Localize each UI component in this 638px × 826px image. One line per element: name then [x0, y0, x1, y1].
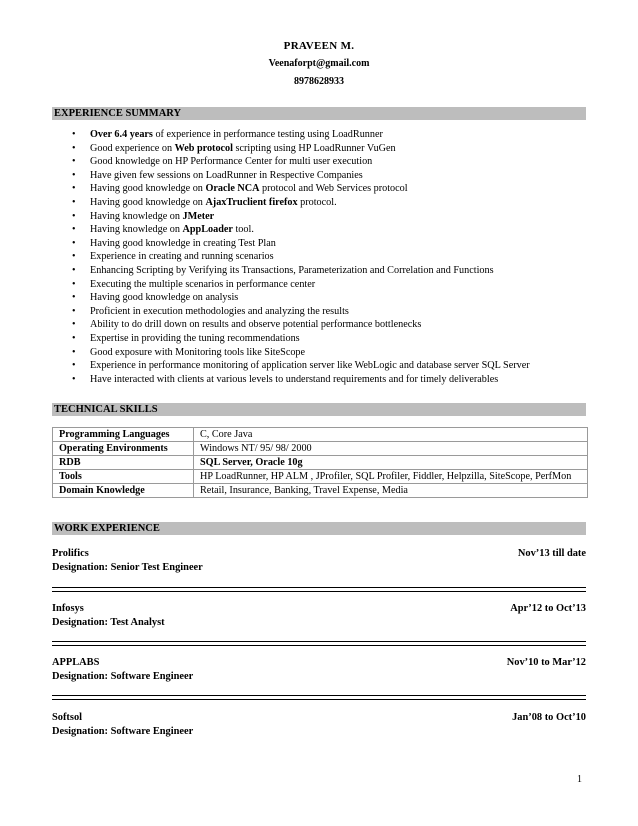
summary-item: • Good exposure with Monitoring tools like SiteScope	[52, 346, 592, 360]
job-period: Jan’08 to Oct’10	[512, 712, 586, 723]
summary-item: • Have given few sessions on LoadRunner in Respective Companies	[52, 169, 592, 183]
summary-item: • Having knowledge on AppLoader tool.	[52, 223, 592, 237]
summary-item: • Good experience on Web protocol scripting using HP LoadRunner VuGen	[52, 142, 592, 156]
skill-value: C, Core Java	[194, 428, 588, 442]
job-divider	[52, 587, 586, 592]
summary-item: • Have interacted with clients at various levels to understand requirements and for timely deliverables	[52, 373, 592, 387]
section-work-experience	[52, 522, 586, 535]
skill-key: Programming Languages	[53, 428, 194, 442]
skill-value: Retail, Insurance, Banking, Travel Expense, Media	[194, 484, 588, 498]
skill-key: RDB	[53, 456, 194, 470]
table-row	[53, 470, 588, 484]
skill-key: Domain Knowledge	[53, 484, 194, 498]
table-row	[53, 456, 588, 470]
job-designation: Designation: Software Engineer	[52, 671, 194, 682]
section-title: TECHNICAL SKILLS	[54, 404, 158, 415]
job-period: Nov’13 till date	[517, 548, 586, 559]
job-company: APPLABS	[52, 657, 100, 668]
job-designation: Designation: Test Analyst	[52, 617, 165, 628]
job-divider	[52, 695, 586, 700]
job-entry	[52, 711, 586, 739]
summary-item: • Having good knowledge on analysis	[52, 291, 592, 305]
job-period: Apr’12 to Oct’13	[510, 603, 586, 614]
summary-item: • Expertise in providing the tuning recommendations	[52, 332, 592, 346]
table-row	[53, 442, 588, 456]
section-technical-skills	[52, 403, 586, 416]
job-entry	[52, 602, 586, 630]
summary-item: • Ability to do drill down on results and observe potential performance bottlenecks	[52, 318, 592, 332]
job-company: Softsol	[52, 712, 83, 723]
skills-table	[52, 427, 588, 498]
skill-key: Tools	[53, 470, 194, 484]
summary-item: • Experience in performance monitoring of application server like WebLogic and database server SQL Server	[52, 359, 592, 373]
summary-item: • Over 6.4 years of experience in performance testing using LoadRunner	[52, 128, 592, 142]
candidate-phone: 8978628933	[294, 76, 344, 87]
skill-key: Operating Environments	[53, 442, 194, 456]
summary-item: • Proficient in execution methodologies and analyzing the results	[52, 305, 592, 319]
skill-value: Windows NT/ 95/ 98/ 2000	[194, 442, 588, 456]
summary-item: • Experience in creating and running scenarios	[52, 250, 592, 264]
job-divider	[52, 641, 586, 646]
table-row	[53, 428, 588, 442]
table-row	[53, 484, 588, 498]
job-period: Nov’10 to Mar’12	[506, 657, 586, 668]
candidate-email: Veenaforpt@gmail.com	[268, 58, 370, 69]
job-entry	[52, 656, 586, 684]
summary-item: • Good knowledge on HP Performance Center for multi user execution	[52, 155, 592, 169]
summary-item: • Enhancing Scripting by Verifying its Transactions, Parameterization and Correlation and Functions	[52, 264, 592, 278]
job-entry	[52, 547, 586, 575]
section-experience-summary	[52, 107, 586, 120]
section-title: WORK EXPERIENCE	[54, 523, 160, 534]
candidate-name: PRAVEEN M.	[283, 40, 355, 52]
summary-list	[52, 128, 592, 386]
skill-value: SQL Server, Oracle 10g	[194, 456, 588, 470]
job-designation: Designation: Software Engineer	[52, 726, 194, 737]
job-designation: Designation: Senior Test Engineer	[52, 562, 203, 573]
summary-item: • Having good knowledge in creating Test Plan	[52, 237, 592, 251]
section-title: EXPERIENCE SUMMARY	[54, 108, 182, 119]
job-company: Prolifics	[52, 548, 89, 559]
page-number: 1	[577, 774, 582, 785]
job-company: Infosys	[52, 603, 84, 614]
skill-value: HP LoadRunner, HP ALM , JProfiler, SQL Profiler, Fiddler, Helpzilla, SiteScope, PerfMon	[194, 470, 588, 484]
summary-item: • Having good knowledge on AjaxTruclient firefox protocol.	[52, 196, 592, 210]
summary-item: • Having knowledge on JMeter	[52, 210, 592, 224]
summary-item: • Executing the multiple scenarios in performance center	[52, 278, 592, 292]
summary-item: • Having good knowledge on Oracle NCA protocol and Web Services protocol	[52, 182, 592, 196]
